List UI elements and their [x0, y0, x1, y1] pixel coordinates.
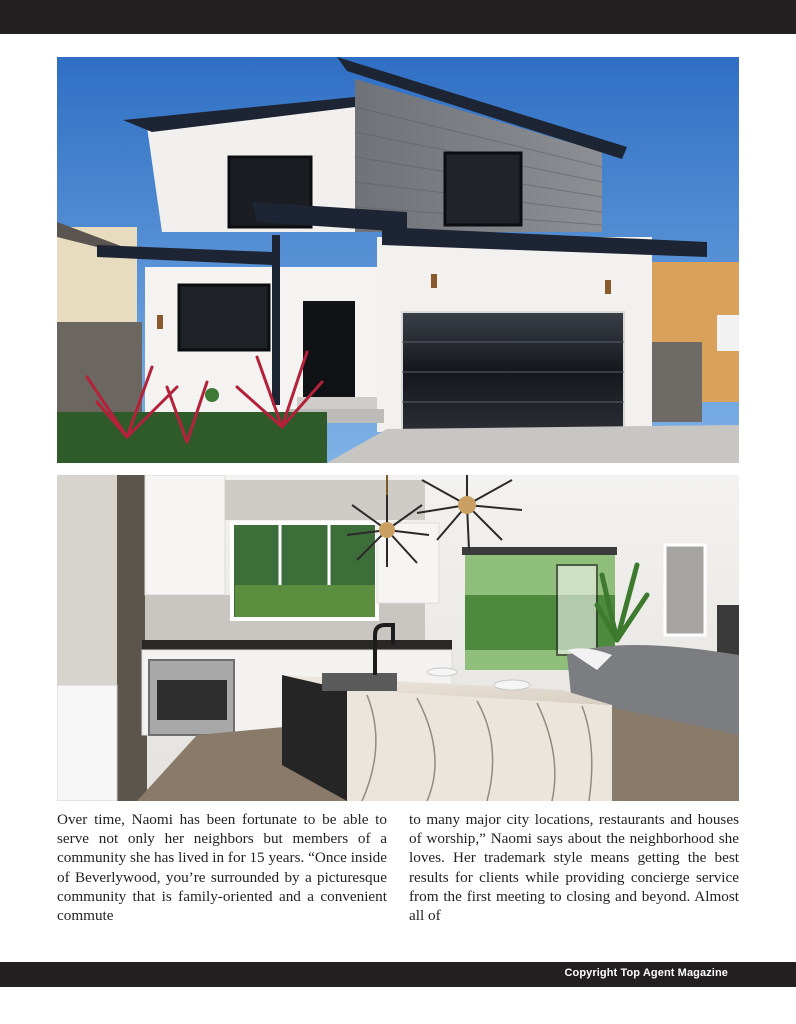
kitchen-interior-photo: [57, 475, 739, 801]
article-column-left: Over time, Naomi has been fortunate to be able to serve not only her neighbors but members of a community she has lived in for 15 years. “Once inside of Beverlywood, you’re surrounded by a picturesque community that is family-oriented and a convenient commute: [57, 811, 387, 925]
house-exterior-photo: [57, 57, 739, 463]
article-column-right: to many major city locations, restaurants and houses of worship,” Naomi says about the neighborhood she loves. Her trademark style means getting the best results for clients while providing concierge service from the first meeting to closing and beyond. Almost all of: [409, 811, 739, 925]
copyright-text: Copyright Top Agent Magazine: [564, 967, 728, 979]
footer-bar: [0, 962, 796, 987]
top-bar: [0, 0, 796, 34]
